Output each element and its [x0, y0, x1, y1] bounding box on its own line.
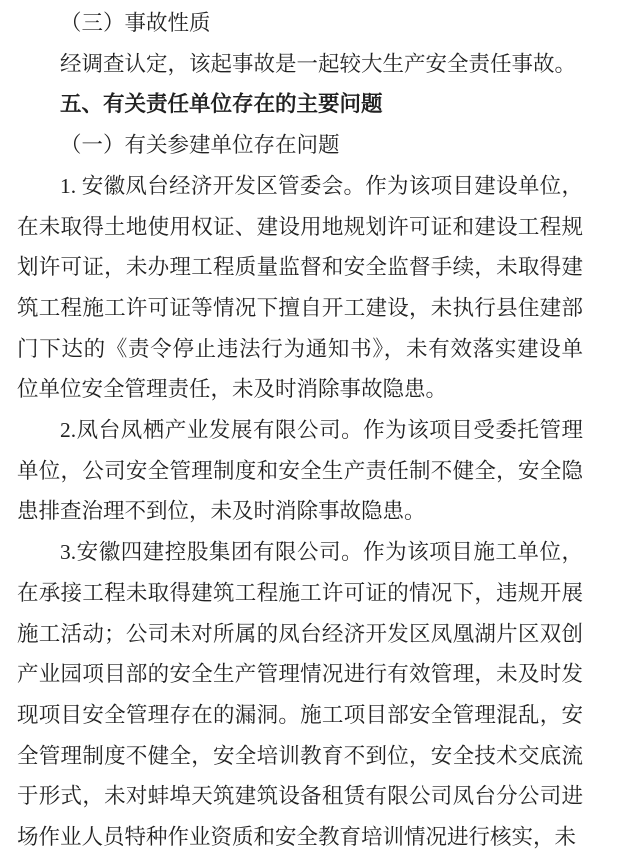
- subsection-heading-accident-nature: （三）事故性质: [60, 11, 211, 35]
- subsection-heading-participating-units: （一）有关参建单位存在问题: [60, 133, 340, 158]
- paragraph-accident-nature: 经调查认定，该起事故是一起较大生产安全责任事故。: [60, 51, 577, 76]
- paragraph-unit-3: 3.安徽四建控股集团有限公司。作为该项目施工单位，在承接工程未取得建筑工程施工许可证的情况下，违规开展施工活动；公司未对所属的凤台经济开发区凤凰湖片区双创产业园项目部的安全生产管理情况进行有效管理，未及时发现项目安全管理存在的漏洞。施工项目部安全管理混乱，安全管理制度不健全，安全培训教育不到位，安全技术交底流于形式，未对蚌埠天筑建筑设备租赁有限公司凤台分公司进场作业人员特种作业资质和安全教育培训情况进行核实，未: [17, 540, 583, 850]
- section-heading-main-problems: 五、有关责任单位存在的主要问题: [60, 92, 383, 117]
- paragraph-unit-1: 1. 安徽凤台经济开发区管委会。作为该项目建设单位，在未取得土地使用权证、建设用地规划许可证和建设工程规划许可证，未办理工程质量监督和安全监督手续，未取得建筑工程施工许可证等情况下擅自开工建设，未执行县住建部门下达的《责令停止违法行为通知书》，未有效落实建设单位单位安全管理责任，未及时消除事故隐患。: [17, 173, 583, 402]
- paragraph-unit-2: 2.凤台凤栖产业发展有限公司。作为该项目受委托管理单位，公司安全管理制度和安全生产责任制不健全，安全隐患排查治理不到位，未及时消除事故隐患。: [17, 418, 583, 524]
